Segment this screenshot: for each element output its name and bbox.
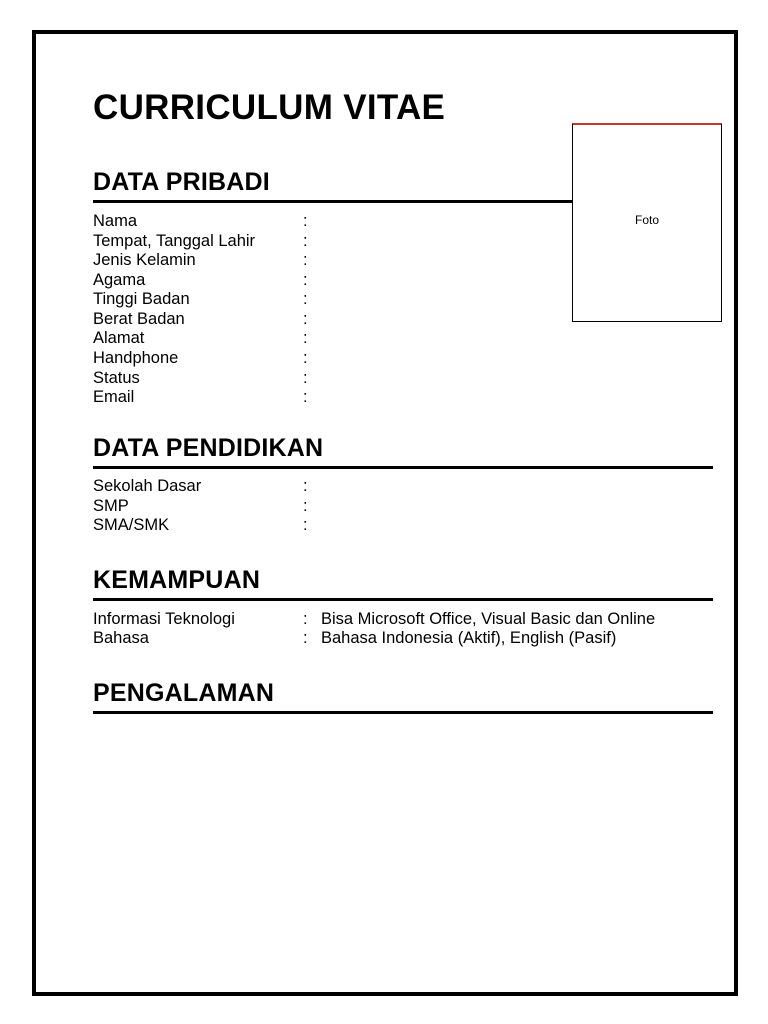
field-separator: : [303,477,308,495]
field-value: Bahasa Indonesia (Aktif), English (Pasif) [321,629,617,647]
field-separator: : [303,629,308,647]
field-label: Tinggi Badan [93,290,190,308]
section-title-experience: PENGALAMAN [93,679,275,707]
field-separator: : [303,232,308,250]
field-label: Alamat [93,329,145,347]
field-label: Tempat, Tanggal Lahir [93,232,256,250]
field-label: Sekolah Dasar [93,477,202,495]
field-label: Agama [93,271,146,289]
section-title-education: DATA PENDIDIKAN [93,434,324,462]
field-label: SMP [93,497,129,515]
field-separator: : [303,349,308,367]
section-rule-education [93,466,713,469]
section-rule-experience [93,711,713,714]
field-separator: : [303,329,308,347]
section-rule-skills [93,598,713,601]
field-label: Informasi Teknologi [93,610,235,628]
section-title-skills: KEMAMPUAN [93,566,261,594]
field-separator: : [303,251,308,269]
field-label: Bahasa [93,629,149,647]
field-separator: : [303,369,308,387]
field-label: SMA/SMK [93,516,170,534]
field-separator: : [303,516,308,534]
field-label: Nama [93,212,138,230]
field-separator: : [303,310,308,328]
field-separator: : [303,271,308,289]
field-separator: : [303,290,308,308]
field-label: Jenis Kelamin [93,251,196,269]
field-separator: : [303,497,308,515]
field-separator: : [303,610,308,628]
photo-label: Foto [634,213,659,227]
field-separator: : [303,212,308,230]
section-title-personal: DATA PRIBADI [93,168,270,196]
field-label: Status [93,369,140,387]
field-value: Bisa Microsoft Office, Visual Basic dan Online [321,610,656,628]
field-label: Handphone [93,349,179,367]
photo-placeholder [572,123,722,322]
field-label: Berat Badan [93,310,185,328]
field-label: Email [93,388,135,406]
field-separator: : [303,388,308,406]
section-rule-personal [93,200,573,203]
document-title: CURRICULUM VITAE [93,88,446,127]
